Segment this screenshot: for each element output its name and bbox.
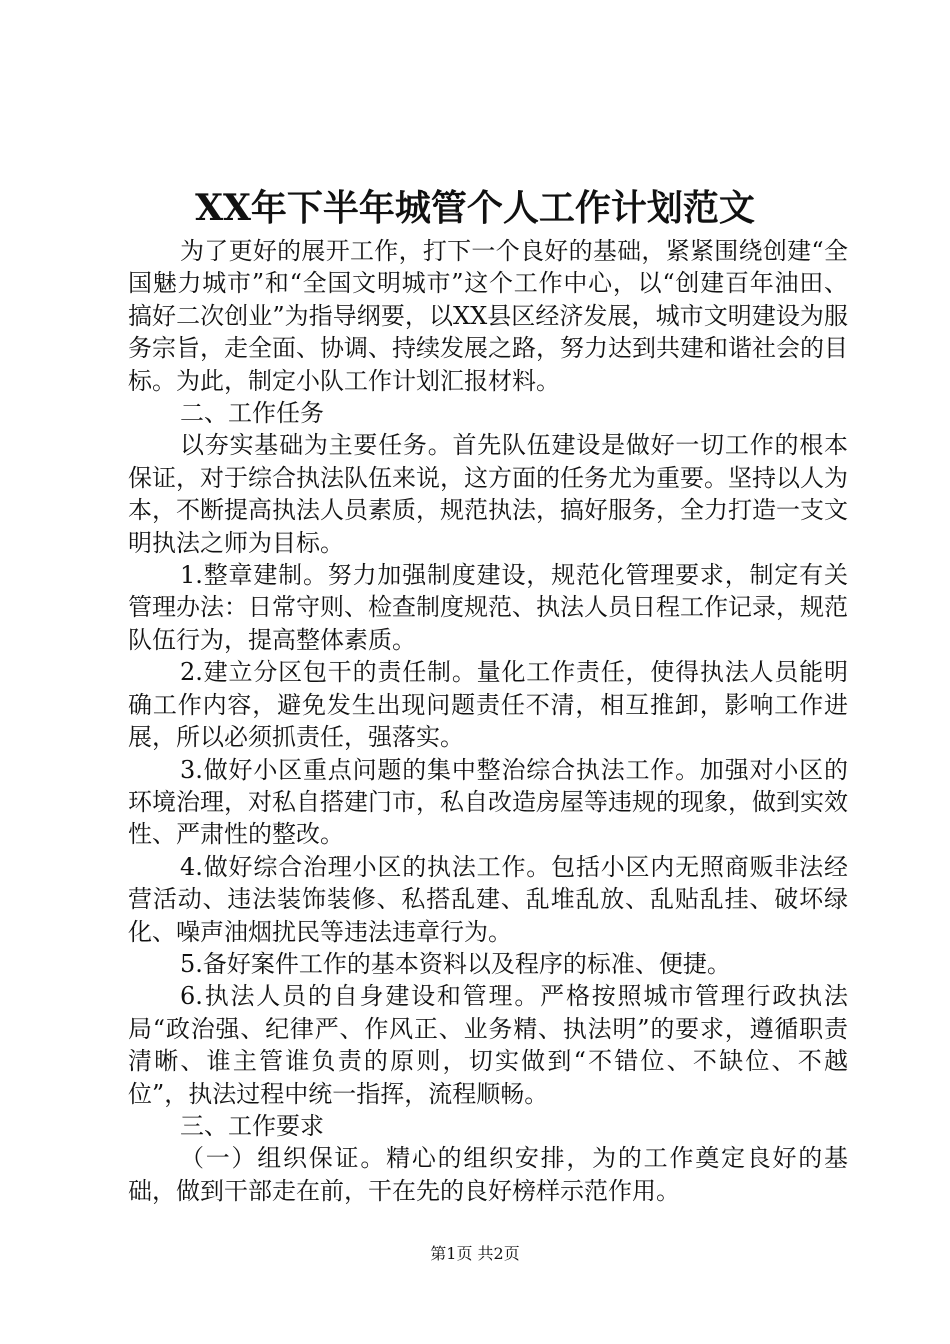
list-item-4: 4.做好综合治理小区的执法工作。包括小区内无照商贩非法经营活动、违法装饰装修、私搭乱建、乱堆乱放、乱贴乱挂、破坏绿化、噪声油烟扰民等违法违章行为。 xyxy=(128,852,848,946)
document-title: XX年下半年城管个人工作计划范文 xyxy=(195,187,755,229)
section-heading-tasks: 二、工作任务 xyxy=(180,399,324,428)
list-item-3: 3.做好小区重点问题的集中整治综合执法工作。加强对小区的环境治理，对私自搭建门市，私自改造房屋等违规的现象，做到实效性、严肃性的整改。 xyxy=(128,755,848,849)
page-number-footer: 第1页 共2页 xyxy=(430,1244,520,1263)
paragraph-organization: （一）组织保证。精心的组织安排，为的工作奠定良好的基础，做到干部走在前，干在先的良好榜样示范作用。 xyxy=(128,1144,848,1205)
paragraph-intro: 为了更好的展开工作，打下一个良好的基础，紧紧围绕创建“全国魅力城市”和“全国文明城市”这个工作中心，以“创建百年油田、搞好二次创业”为指导纲要，以XX县区经济发展，城市文明建设为服务宗旨，走全面、协调、持续发展之路，努力达到共建和谐社会的目标。为此，制定小队工作计划汇报材料。 xyxy=(128,237,848,395)
paragraph-tasks: 以夯实基础为主要任务。首先队伍建设是做好一切工作的根本保证，对于综合执法队伍来说，这方面的任务尤为重要。坚持以人为本，不断提高执法人员素质，规范执法，搞好服务，全力打造一支文明执法之师为目标。 xyxy=(128,431,848,557)
list-item-5: 5.备好案件工作的基本资料以及程序的标准、便捷。 xyxy=(180,949,731,978)
section-heading-requirements: 三、工作要求 xyxy=(180,1111,324,1140)
list-item-1: 1.整章建制。努力加强制度建设，规范化管理要求，制定有关管理办法：日常守则、检查制度规范、执法人员日程工作记录，规范队伍行为，提高整体素质。 xyxy=(128,561,848,654)
list-item-6: 6.执法人员的自身建设和管理。严格按照城市管理行政执法局“政治强、纪律严、作风正、业务精、执法明”的要求，遵循职责清晰、谁主管谁负责的原则，切实做到“不错位、不缺位、不越位”，执法过程中统一指挥，流程顺畅。 xyxy=(128,982,848,1108)
document-body xyxy=(128,235,848,1207)
list-item-2: 2.建立分区包干的责任制。量化工作责任，使得执法人员能明确工作内容，避免发生出现问题责任不清，相互推卸，影响工作进展，所以必须抓责任，强落实。 xyxy=(128,658,848,752)
